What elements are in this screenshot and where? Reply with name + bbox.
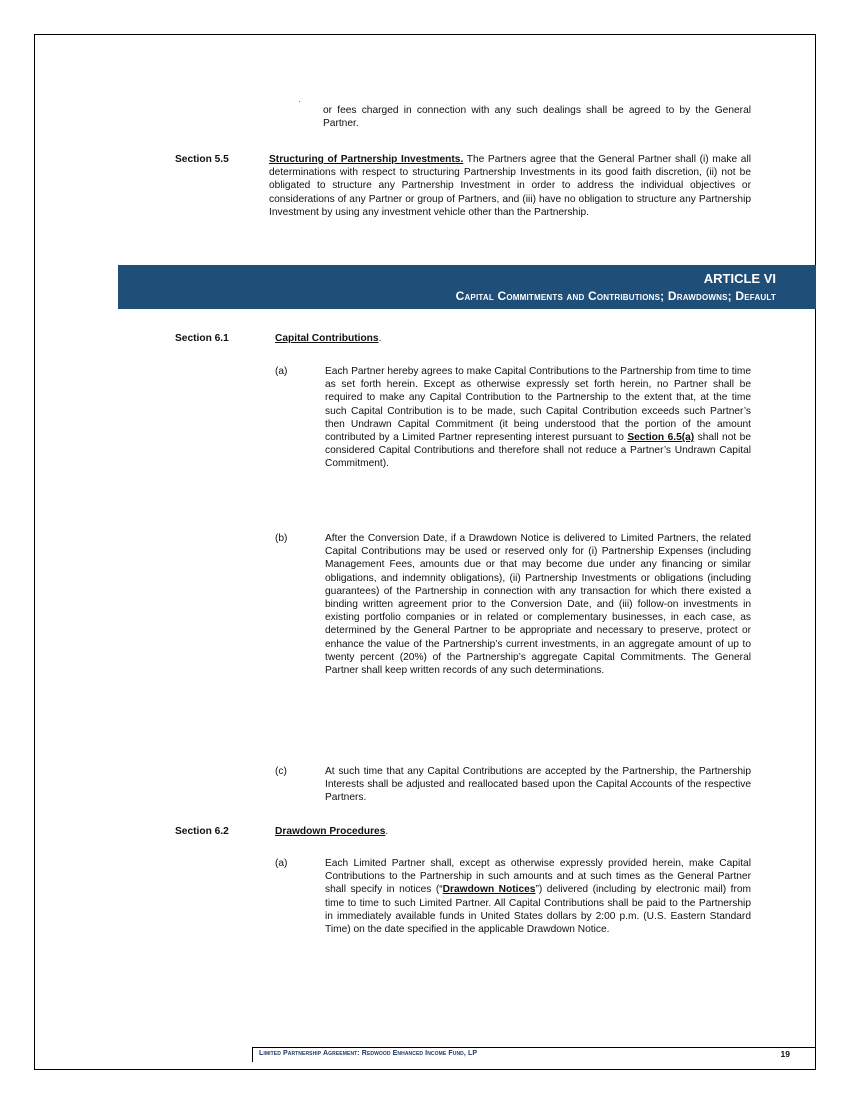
section-5-5-label: Section 5.5 bbox=[175, 154, 229, 165]
section-6-2-label: Section 6.2 bbox=[175, 826, 229, 837]
section-6-5a-reference-link[interactable]: Section 6.5(a) bbox=[627, 432, 695, 444]
section-6-1-b-body bbox=[325, 532, 751, 677]
section-6-1-heading-suffix: . bbox=[378, 333, 382, 344]
page-footer bbox=[252, 1047, 816, 1062]
section-6-1-b-text: After the Conversion Date, if a Drawdown Notice is delivered to Limited Partners, the related Capital Contributions may be used or reserved only for (i) Partnership Expenses (including Management Fees, amounts due or that may become due under any financing or similar obligations, and indemnity obligations), (ii) Partnership Investments or obligations (including guarantees) of the Partnership in connection with any transaction for which there existed a binding written agreement prior to the Conversion Date, and (iii) follow-on investments in existing portfolio companies or in related or complementary businesses, in each case, as determined by the General Partner to be appropriate and necessary to preserve, protect or enhance the value of the Partnership’s current investments, in an aggregate amount of up to twenty percent (20%) of the Partnership’s aggregate Capital Commitments. The General Partner shall keep written records of any such determinations. bbox=[325, 533, 751, 677]
article-banner bbox=[118, 265, 816, 309]
article-number: ARTICLE VI bbox=[703, 271, 776, 286]
section-6-2-heading: Drawdown Procedures bbox=[275, 826, 386, 837]
section-6-2-a-body bbox=[325, 857, 751, 936]
section-6-1-a-body bbox=[325, 365, 751, 471]
article-title: Capital Commitments and Contributions; Drawdowns; Default bbox=[455, 289, 776, 303]
section-6-1-a-text-1: Each Partner hereby agrees to make Capital Contributions to the Partnership from time to time as set forth herein. Except as otherwise expressly set forth herein, no Partner shall be required to make any Capital Contribution to the Partnership to the extent that, at the time such Capital Contribution is to be made, such Capital Contribution exceeds such Partner’s then Undrawn Capital Commitment (it being understood that the portion of the amount contributed by a Limited Partner representing interest pursuant to bbox=[325, 366, 751, 444]
section-6-1-heading: Capital Contributions bbox=[275, 333, 379, 344]
section-5-5-heading: Structuring of Partnership Investments. bbox=[269, 154, 464, 165]
section-6-1-c-text: At such time that any Capital Contributions are accepted by the Partnership, the Partnership Interests shall be adjusted and reallocated based upon the Capital Accounts of the respective Partners. bbox=[325, 766, 751, 804]
stray-mark bbox=[299, 101, 300, 102]
intro-text: or fees charged in connection with any such dealings shall be agreed to by the General Partner. bbox=[323, 105, 751, 130]
intro-paragraph bbox=[323, 104, 751, 130]
footer-title: Limited Partnership Agreement: Redwood Enhanced Income Fund, LP bbox=[259, 1050, 478, 1057]
section-5-5-body bbox=[269, 153, 751, 219]
drawdown-notices-term: Drawdown Notices bbox=[442, 884, 536, 896]
section-6-1-b-label: (b) bbox=[275, 533, 288, 544]
section-6-1-label: Section 6.1 bbox=[175, 333, 229, 344]
section-6-2-a-text-2: ”) delivered (including by electronic mail) from time to time to such Limited Partner. All Capital Contributions shall be paid to the Partnership in immediately available funds in United States dollars by 2:00 p.m. (U.S. Eastern Standard Time) on the date specified in the applicable Drawdown Notice. bbox=[325, 884, 751, 936]
section-5-5-text: The Partners agree that the General Partner shall (i) make all determinations with respect to structuring Partnership Investments in its good faith discretion, (ii) not be obligated to structure any Partnership Investment in order to address the individual objectives or considerations of any Partner or group of Partners, and (iii) have no obligation to structure any Partnership Investment by using any investment vehicle other than the Partnership. bbox=[269, 154, 751, 218]
page-number: 19 bbox=[780, 1049, 790, 1059]
section-6-1-c-body bbox=[325, 765, 751, 805]
section-6-2-a-label: (a) bbox=[275, 858, 288, 869]
section-6-1-heading-line bbox=[275, 332, 381, 345]
section-6-1-c-label: (c) bbox=[275, 766, 287, 777]
section-6-2-a-text-1: Each Limited Partner shall, except as otherwise expressly provided herein, make Capital Contributions to the Partnership in such amounts and at such times as the General Partner shall specify in notices (“ bbox=[325, 858, 751, 896]
section-6-1-a-text-2: shall not be considered Capital Contributions and therefore shall not reduce a Partner’s Undrawn Capital Commitment). bbox=[325, 432, 751, 470]
section-6-2-heading-line bbox=[275, 825, 388, 838]
section-6-2-heading-suffix: . bbox=[385, 826, 389, 837]
section-6-1-a-label: (a) bbox=[275, 366, 288, 377]
